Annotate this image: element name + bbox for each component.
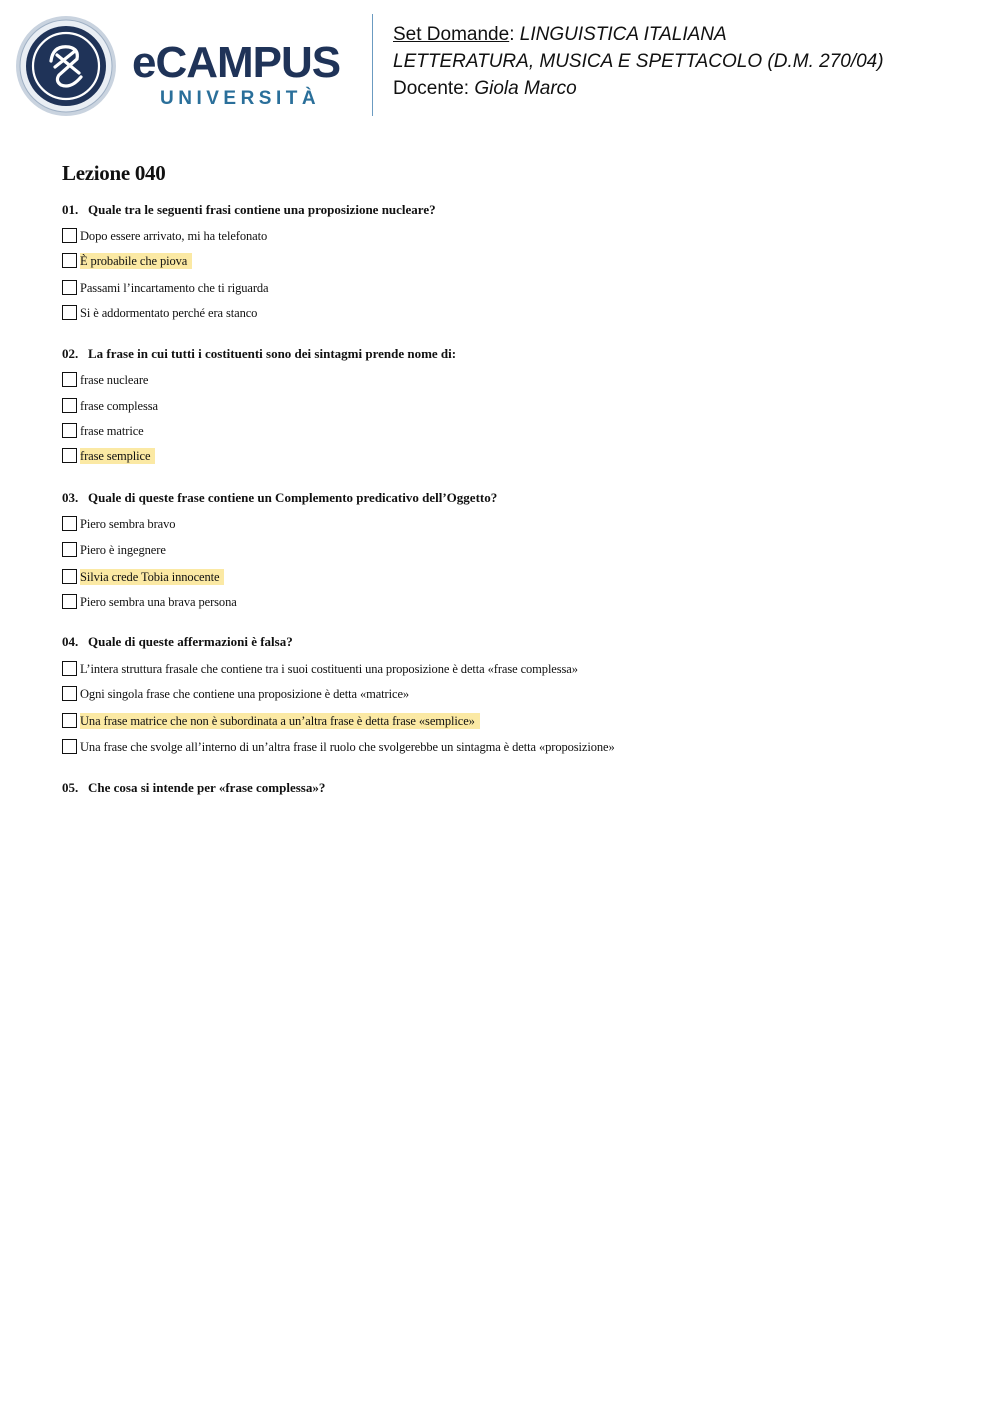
question-text: Quale di queste frase contiene un Complemento predicativo dell’Oggetto? <box>88 490 498 505</box>
answer-text: Piero sembra una brava persona <box>80 595 237 609</box>
answer-text: Una frase che svolge all’interno di un’altra frase il ruolo che svolgerebbe un sintagma è detta «proposizione» <box>80 740 615 754</box>
question-set-line <box>393 23 727 47</box>
question-text: Quale tra le seguenti frasi contiene una proposizione nucleare? <box>88 202 436 217</box>
course-line <box>393 50 884 74</box>
answer-text: frase complessa <box>80 399 158 413</box>
question-01 <box>62 202 436 218</box>
question-text: Quale di queste affermazioni è falsa? <box>88 634 293 649</box>
answer-checkbox[interactable] <box>62 253 77 268</box>
answer-checkbox[interactable] <box>62 713 77 728</box>
question-number: 01. <box>62 202 79 217</box>
question-04 <box>62 634 293 650</box>
question-03 <box>62 490 497 506</box>
page-header <box>0 0 1000 130</box>
answer-checkbox[interactable] <box>62 280 77 295</box>
set-separator: : <box>509 24 520 45</box>
question-number: 03. <box>62 490 79 505</box>
answer-text: frase matrice <box>80 424 144 438</box>
answer-checkbox[interactable] <box>62 542 77 557</box>
logo-subtitle: UNIVERSITÀ <box>160 88 321 109</box>
logo-brand: eCAMPUS <box>132 38 341 87</box>
answer-text: frase nucleare <box>80 373 149 387</box>
answer-text: Dopo essere arrivato, mi ha telefonato <box>80 229 268 243</box>
answer-text-highlighted: Silvia crede Tobia innocente <box>80 569 224 585</box>
answer-checkbox[interactable] <box>62 686 77 701</box>
teacher-name: Giola Marco <box>474 78 577 99</box>
question-02 <box>62 346 456 362</box>
answer-text: Si è addormentato perché era stanco <box>80 306 258 320</box>
answer-checkbox[interactable] <box>62 228 77 243</box>
answer-checkbox[interactable] <box>62 305 77 320</box>
set-label: Set Domande <box>393 24 510 45</box>
question-text: La frase in cui tutti i costituenti sono dei sintagmi prende nome di: <box>88 346 457 361</box>
answer-checkbox[interactable] <box>62 372 77 387</box>
question-number: 05. <box>62 780 79 795</box>
answer-text: Ogni singola frase che contiene una proposizione è detta «matrice» <box>80 687 410 701</box>
ecampus-seal-icon <box>15 15 117 117</box>
answer-checkbox[interactable] <box>62 398 77 413</box>
lesson-title: Lezione 040 <box>62 161 166 185</box>
answer-text-highlighted: Una frase matrice che non è subordinata a un’altra frase è detta frase «semplice» <box>80 713 480 729</box>
question-text: Che cosa si intende per «frase complessa»? <box>88 780 326 795</box>
answer-checkbox[interactable] <box>62 661 77 676</box>
set-value: LINGUISTICA ITALIANA <box>519 24 727 45</box>
answer-text-highlighted: frase semplice <box>80 448 155 464</box>
ecampus-logo <box>132 40 357 115</box>
answer-checkbox[interactable] <box>62 448 77 463</box>
teacher-line <box>393 77 577 101</box>
answer-checkbox[interactable] <box>62 569 77 584</box>
question-number: 04. <box>62 634 79 649</box>
answer-text: Passami l’incartamento che ti riguarda <box>80 281 269 295</box>
answer-text-highlighted: È probabile che piova <box>80 253 192 269</box>
teacher-label: Docente: <box>393 78 475 99</box>
header-divider <box>372 14 373 116</box>
question-number: 02. <box>62 346 79 361</box>
answer-text: Piero sembra bravo <box>80 517 176 531</box>
answer-checkbox[interactable] <box>62 516 77 531</box>
course-name: LETTERATURA, MUSICA E SPETTACOLO (D.M. 270/04) <box>393 51 884 72</box>
answer-text: L’intera struttura frasale che contiene tra i suoi costituenti una proposizione è detta «frase complessa» <box>80 662 578 676</box>
answer-checkbox[interactable] <box>62 423 77 438</box>
answer-checkbox[interactable] <box>62 739 77 754</box>
question-05 <box>62 780 325 796</box>
answer-text: Piero è ingegnere <box>80 543 166 557</box>
answer-checkbox[interactable] <box>62 594 77 609</box>
